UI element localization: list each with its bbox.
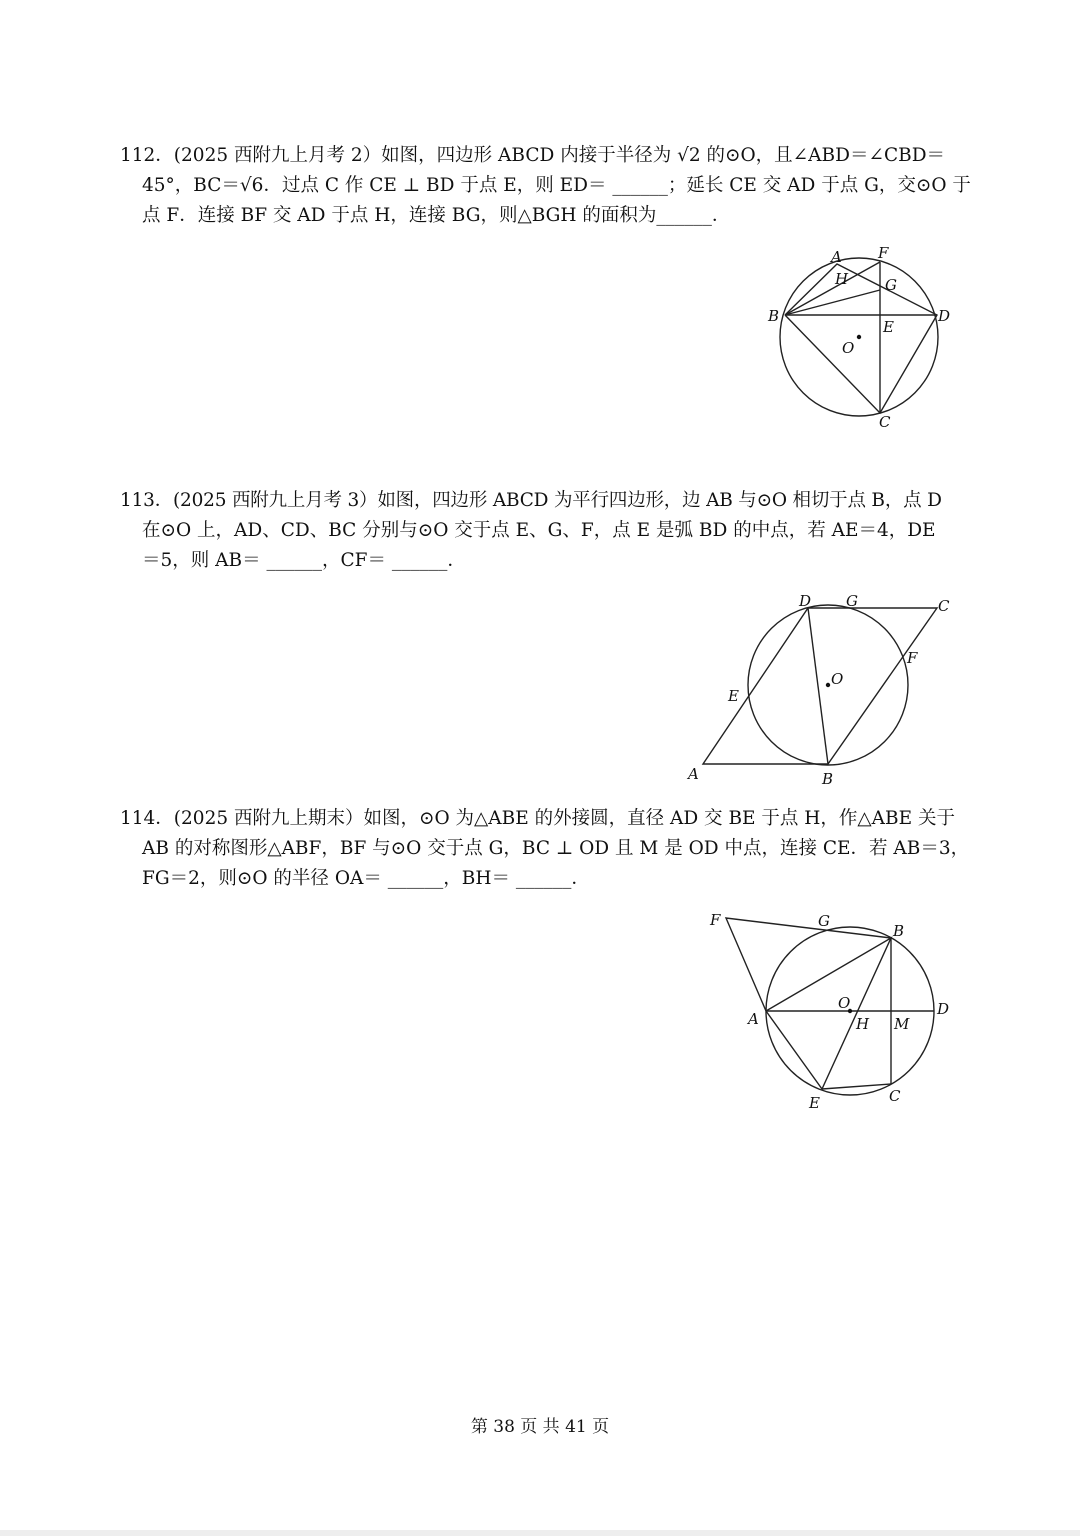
label-f-113: F <box>907 649 918 667</box>
label-b-113: B <box>822 770 834 788</box>
page-number: 第 38 页 共 41 页 <box>470 1417 610 1437</box>
label-e-112: E <box>883 318 894 336</box>
figure-112 <box>760 240 960 440</box>
problem-112 <box>120 141 971 231</box>
problem-113 <box>120 486 960 576</box>
page-bottom-edge <box>0 1530 1080 1536</box>
problem-114-line-2: AB 的对称图形△ABF，BF 与⊙O 交于点 G，BC ⊥ OD 且 M 是 OD 中点，连接 CE．若 AB＝3， <box>142 838 970 859</box>
segment-bf <box>785 262 880 315</box>
label-a-113: A <box>688 765 699 783</box>
label-h-114: H <box>856 1015 870 1033</box>
label-b-112: B <box>768 307 780 325</box>
label-c-114: C <box>889 1087 901 1105</box>
label-g-113: G <box>846 592 858 610</box>
label-e-113: E <box>728 687 739 705</box>
label-a-114: A <box>748 1010 759 1028</box>
problem-113-line-1: 113．(2025 西附九上月考 3）如图，四边形 ABCD 为平行四边形，边 AB 与⊙O 相切于点 B，点 D <box>120 490 942 511</box>
quadrilateral-abcd <box>785 264 937 413</box>
problem-112-line-3: 点 F．连接 BF 交 AD 于点 H，连接 BG，则△BGH 的面积为______． <box>142 205 731 226</box>
label-c-113: C <box>938 597 950 615</box>
label-h-112: H <box>835 270 849 288</box>
label-d-112: D <box>938 307 951 325</box>
center-o-112 <box>857 335 861 339</box>
label-o-113: O <box>831 670 844 688</box>
label-o-112: O <box>842 339 855 357</box>
label-a-112: A <box>831 248 842 266</box>
figure-114 <box>700 905 970 1120</box>
label-d-114: D <box>937 1000 950 1018</box>
label-g-112: G <box>885 276 897 294</box>
parallelogram-abcd <box>703 608 937 764</box>
problem-112-line-2: 45°，BC＝√6．过点 C 作 CE ⊥ BD 于点 E，则 ED＝ ______；延长 CE 交 AD 于点 G，交⊙O 于 <box>142 175 971 196</box>
label-g-114: G <box>818 912 830 930</box>
center-o-113 <box>826 683 830 687</box>
label-e-114: E <box>809 1094 820 1112</box>
problem-114-line-3: FG＝2，则⊙O 的半径 OA＝ ______，BH＝ ______． <box>142 868 590 889</box>
problem-114-line-1: 114．(2025 西附九上期末）如图，⊙O 为△ABE 的外接圆，直径 AD 交 BE 于点 H，作△ABE 关于 <box>120 808 956 829</box>
label-o-114: O <box>838 994 851 1012</box>
problem-113-line-2: 在⊙O 上，AD、CD、BC 分别与⊙O 交于点 E、G、F，点 E 是弧 BD 的中点，若 AE＝4，DE <box>142 520 936 541</box>
label-b-114: B <box>893 922 905 940</box>
problem-113-line-3: ＝5，则 AB＝ ______，CF＝ ______． <box>142 550 466 571</box>
segment-db <box>808 608 828 764</box>
segment-ce <box>822 1084 891 1089</box>
label-d-113: D <box>799 592 812 610</box>
label-f-114: F <box>710 911 721 929</box>
problem-112-line-1: 112．(2025 西附九上月考 2）如图，四边形 ABCD 内接于半径为 √2 的⊙O，且∠ABD＝∠CBD＝ <box>120 145 946 166</box>
triangle-abf <box>726 918 891 1011</box>
label-c-112: C <box>879 413 891 431</box>
label-m-114: M <box>894 1015 910 1033</box>
problem-114 <box>120 804 970 894</box>
triangle-abe <box>766 938 891 1089</box>
label-f-112: F <box>878 244 889 262</box>
segment-bg <box>785 290 880 315</box>
figure-113 <box>680 590 970 790</box>
